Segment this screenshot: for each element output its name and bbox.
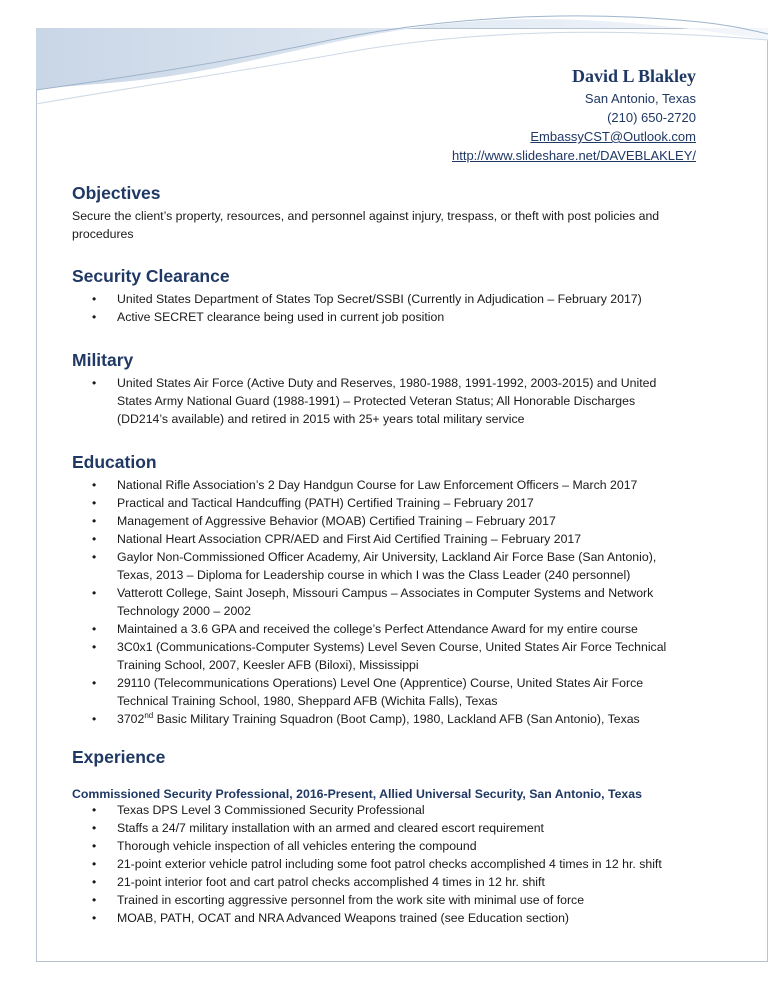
list-item: • Active SECRET clearance being used in current job position [72,308,682,326]
list-item: • Maintained a 3.6 GPA and received the college’s Perfect Attendance Award for my entire course [72,620,682,638]
candidate-name: David L Blakley [571,66,696,86]
military-list [72,374,682,428]
education-heading: Education [72,452,157,472]
list-item: • 21-point exterior vehicle patrol including some foot patrol checks accomplished 4 times in 12 hr. shift [72,855,682,873]
list-item: • Trained in escorting aggressive personnel from the work site with minimal use of force [72,891,682,909]
list-item: • 29110 (Telecommunications Operations) Level One (Apprentice) Course, United States Air Force Technical Training School, 1980, Sheppard AFB (Wichita Falls), Texas [72,674,682,710]
list-item: • Thorough vehicle inspection of all vehicles entering the compound [72,837,682,855]
list-item: • Practical and Tactical Handcuffing (PATH) Certified Training – February 2017 [72,494,682,512]
list-item: • United States Air Force (Active Duty and Reserves, 1980-1988, 1991-1992, 2003-2015) and United States Army National Guard (1988-1991) – Protected Veteran Status; All Honorable Discharges (DD214’s available) and retired in 2015 with 25+ years total military service [72,374,682,428]
experience-heading: Experience [72,747,166,767]
list-item: • National Heart Association CPR/AED and First Aid Certified Training – February 2017 [72,530,682,548]
list-item: • Gaylor Non-Commissioned Officer Academy, Air University, Lackland Air Force Base (San Antonio), Texas, 2013 – Diploma for Leadership course in which I was the Class Leader (240 personnel) [72,548,682,584]
list-item: • National Rifle Association’s 2 Day Handgun Course for Law Enforcement Officers – March 2017 [72,476,682,494]
website-link[interactable]: http://www.slideshare.net/DAVEBLAKLEY/ [452,148,696,163]
list-item: • 21-point interior foot and cart patrol checks accomplished 4 times in 12 hr. shift [72,873,682,891]
experience-list [72,801,682,927]
location: San Antonio, Texas [584,91,696,106]
list-item: • MOAB, PATH, OCAT and NRA Advanced Weapons trained (see Education section) [72,909,682,927]
military-heading: Military [72,350,134,370]
list-item: • Vatterott College, Saint Joseph, Missouri Campus – Associates in Computer Systems and Network Technology 2000 – 2002 [72,584,682,620]
clearance-list [72,290,682,326]
bmt-description: Basic Military Training Squadron (Boot Camp), 1980, Lackland AFB (San Antonio), Texas [153,712,640,726]
email-link[interactable]: EmbassyCST@Outlook.com [530,129,696,144]
list-item: • Management of Aggressive Behavior (MOAB) Certified Training – February 2017 [72,512,682,530]
security-clearance-heading: Security Clearance [72,266,230,286]
list-item: • Staffs a 24/7 military installation with an armed and cleared escort requirement [72,819,682,837]
list-item: • 3C0x1 (Communications-Computer Systems) Level Seven Course, United States Air Force Technical Training School, 2007, Keesler AFB (Biloxi), Mississippi [72,638,682,674]
list-item [72,710,682,728]
education-list [72,476,682,728]
objectives-heading: Objectives [72,183,161,203]
ordinal-suffix: nd [144,710,154,720]
list-item: • Texas DPS Level 3 Commissioned Security Professional [72,801,682,819]
objectives-text: Secure the client’s property, resources, and personnel against injury, trespass, or theft with post policies and procedures [72,209,660,241]
contact-header [452,64,696,165]
bmt-squadron-number: 3702 [117,712,145,726]
job-title: Commissioned Security Professional, 2016-Present, Allied Universal Security, San Antonio, Texas [72,787,642,801]
phone-number: (210) 650-2720 [607,110,696,125]
list-item: • United States Department of States Top Secret/SSBI (Currently in Adjudication – February 2017) [72,290,682,308]
